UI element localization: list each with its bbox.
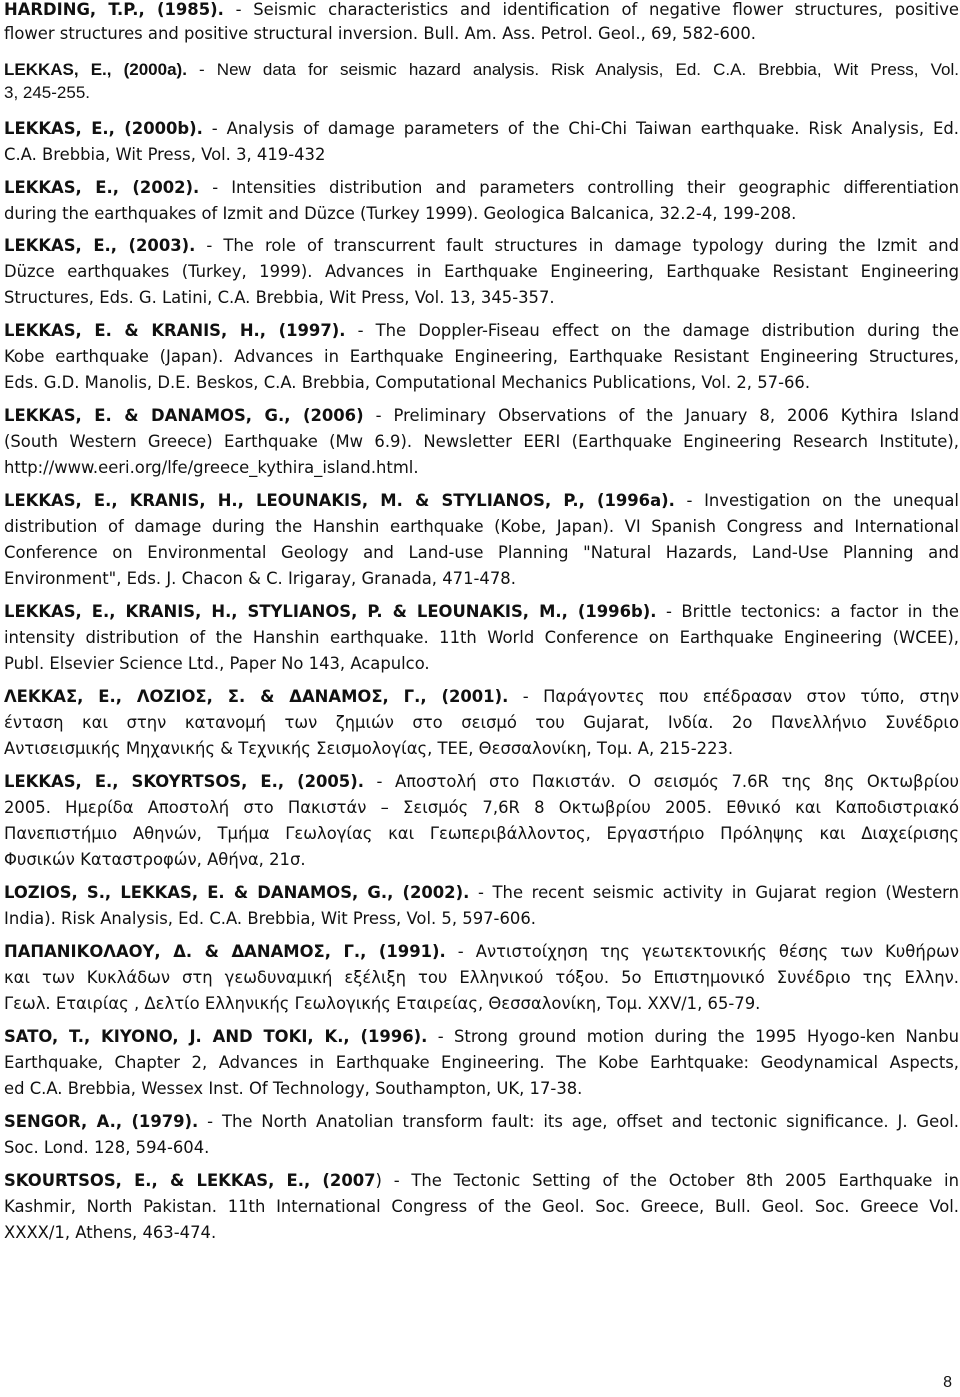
reference-authors: LEKKAS, E., (2000b).: [4, 119, 203, 138]
reference-authors: LEKKAS, E., KRANIS, H., STYLIANOS, P. & LEOUNAKIS, M., (1996b).: [4, 602, 657, 621]
reference-text: Düzce earthquakes (Turkey, 1999). Advances in Earthquake Engineering, Earthquake Resistant Engineering: [4, 262, 959, 281]
reference-authors: LOZIOS, S., LEKKAS, E. & DANAMOS, G., (2002).: [4, 883, 470, 902]
reference-text: Publ. Elsevier Science Ltd., Paper No 143, Acapulco.: [4, 654, 430, 673]
reference-line: [4, 1025, 959, 1049]
reference-text: - New data for seismic hazard analysis. Risk Analysis, Ed. C.A. Brebbia, Wit Press, Vol.: [186, 60, 959, 79]
reference-text: Αντισεισμικής Μηχανικής & Τεχνικής Σεισμολογίας, ΤΕΕ, Θεσσαλονίκη, Τομ. Α, 215-223.: [4, 739, 734, 758]
reference-line: [4, 0, 959, 22]
reference-authors: SATO, T., KIYONO, J. AND TOKI, K., (1996).: [4, 1027, 428, 1046]
reference-line: [4, 966, 959, 990]
reference-line: [4, 22, 959, 46]
reference-line: [4, 456, 959, 480]
reference-line: [4, 1077, 959, 1101]
reference-line: [4, 626, 959, 650]
reference-line: [4, 404, 959, 428]
reference-text: (South Western Greece) Earthquake (Mw 6.9). Newsletter EERI (Earthquake Engineering Research Institute),: [4, 432, 959, 451]
reference-authors: SENGOR, A., (1979).: [4, 1112, 199, 1131]
reference-line: [4, 430, 959, 454]
reference-text: during the earthquakes of Izmit and Düzce (Turkey 1999). Geologica Balcanica, 32.2-4, 199-208.: [4, 204, 797, 223]
reference-text: flower structures and positive structural inversion. Bull. Am. Ass. Petrol. Geol., 69, 582-600.: [4, 24, 756, 43]
reference-authors: LEKKAS, E., (2003).: [4, 236, 196, 255]
reference-text: - Strong ground motion during the 1995 Hyogo-ken Nanbu: [427, 1027, 959, 1046]
reference-text: Kashmir, North Pakistan. 11th International Congress of the Geol. Soc. Greece, Bull. Geol. Soc. Greece Vol.: [4, 1197, 959, 1216]
reference-text: Kobe earthquake (Japan). Advances in Earthquake Engineering, Earthquake Resistant Engineering Structures,: [4, 347, 959, 366]
reference-line: [4, 1051, 959, 1075]
reference-line: [4, 1195, 959, 1219]
reference-line: [4, 143, 959, 167]
reference-text: C.A. Brebbia, Wit Press, Vol. 3, 419-432: [4, 145, 326, 164]
reference-line: [4, 489, 959, 513]
reference-line: [4, 117, 959, 141]
reference-text: Πανεπιστήμιο Αθηνών, Τμήμα Γεωλογίας και Γεωπεριβάλλοντος, Εργαστήριο Πρόληψης και Διαχείρισης: [4, 824, 959, 843]
reference-authors: ΛΕΚΚΑΣ, Ε., ΛΟΖΙΟΣ, Σ. & ΔΑΝΑΜΟΣ, Γ., (2001).: [4, 687, 509, 706]
reference-line: [4, 881, 959, 905]
reference-line: [4, 58, 959, 82]
reference-line: [4, 770, 959, 794]
reference-line: [4, 796, 959, 820]
reference-text: - The role of transcurrent fault structures in damage typology during the Izmit and: [195, 236, 959, 255]
reference-text: ed C.A. Brebbia, Wessex Inst. Of Technology, Southampton, UK, 17-38.: [4, 1079, 583, 1098]
reference-text: Γεωλ. Εταιρίας , Δελτίο Ελληνικής Γεωλογικής Εταιρείας, Θεσσαλονίκη, Τομ. XXV/1, 65-79.: [4, 994, 761, 1013]
reference-text: 2005. Ημερίδα Αποστολή στο Πακιστάν – Σεισμός 7,6R 8 Οκτωβρίου 2005. Εθνικό και Καποδιστριακό: [4, 798, 959, 817]
reference-line: [4, 371, 959, 395]
reference-text: Eds. G.D. Manolis, D.E. Beskos, C.A. Brebbia, Computational Mechanics Publications, Vol. 2, 57-66.: [4, 373, 811, 392]
reference-line: [4, 567, 959, 591]
reference-authors: LEKKAS, E., (2000a).: [4, 60, 187, 79]
reference-authors: LEKKAS, E., (2002).: [4, 178, 200, 197]
reference-text: - Investigation on the unequal: [674, 491, 959, 510]
reference-text: Environment", Eds. J. Chacon & C. Irigaray, Granada, 471-478.: [4, 569, 516, 588]
reference-text: - The Doppler-Fiseau effect on the damage distribution during the: [345, 321, 959, 340]
reference-line: [4, 1110, 959, 1134]
reference-text: - The North Anatolian transform fault: its age, offset and tectonic significance. J. Geol.: [198, 1112, 959, 1131]
reference-text: distribution of damage during the Hanshin earthquake (Kobe, Japan). VI Spanish Congress and International: [4, 517, 959, 536]
reference-line: [4, 81, 959, 105]
reference-line: [4, 319, 959, 343]
reference-line: [4, 234, 959, 258]
reference-text: Φυσικών Καταστροφών, Αθήνα, 21σ.: [4, 850, 306, 869]
reference-line: [4, 1221, 959, 1245]
reference-line: [4, 907, 959, 931]
reference-text: - Preliminary Observations of the January 8, 2006 Kythira Island: [363, 406, 959, 425]
reference-line: [4, 652, 959, 676]
reference-line: [4, 1136, 959, 1160]
reference-line: [4, 286, 959, 310]
reference-line: [4, 1169, 959, 1193]
reference-line: [4, 992, 959, 1016]
reference-authors: LEKKAS, E. & KRANIS, H., (1997).: [4, 321, 346, 340]
reference-line: [4, 940, 959, 964]
reference-text: - Παράγοντες που επέδρασαν στον τύπο, στην: [508, 687, 959, 706]
page-number: 8: [943, 1374, 952, 1391]
reference-text: ένταση και στην κατανομή των ζημιών στο σεισμό του Gujarat, Ινδία. 2ο Πανελλήνιο Συνέδριο: [4, 713, 959, 732]
reference-line: [4, 260, 959, 284]
reference-authors: ΠΑΠΑΝΙΚΟΛΑΟΥ, Δ. & ΔΑΝΑΜΟΣ, Γ., (1991).: [4, 942, 446, 961]
reference-text: - Seismic characteristics and identification of negative flower structures, positive: [223, 0, 959, 19]
reference-text: - Αποστολή στο Πακιστάν. Ο σεισμός 7.6R της 8ης Οκτωβρίου: [363, 772, 959, 791]
reference-authors: LEKKAS, E., KRANIS, H., LEOUNAKIS, M. & STYLIANOS, P., (1996a).: [4, 491, 675, 510]
reference-text: - The recent seismic activity in Gujarat region (Western: [469, 883, 959, 902]
reference-text: XXXX/1, Athens, 463-474.: [4, 1223, 217, 1242]
reference-text: India). Risk Analysis, Ed. C.A. Brebbia, Wit Press, Vol. 5, 597-606.: [4, 909, 536, 928]
reference-line: [4, 685, 959, 709]
reference-authors: LEKKAS, E. & DANAMOS, G., (2006): [4, 406, 364, 425]
reference-text: - Analysis of damage parameters of the Chi-Chi Taiwan earthquake. Risk Analysis, Ed.: [202, 119, 959, 138]
reference-text: - Intensities distribution and parameters controlling their geographic differentiation: [199, 178, 959, 197]
reference-text: ) - The Tectonic Setting of the October 8th 2005 Earthquake in: [375, 1171, 959, 1190]
reference-line: [4, 515, 959, 539]
reference-authors: SKOURTSOS, E., & LEKKAS, E., (2007: [4, 1171, 376, 1190]
reference-text: και των Κυκλάδων στη γεωδυναμική εξέλιξη του Ελληνικού τόξου. 5ο Επιστημονικό Συνέδριο της Ελλην.: [4, 968, 959, 987]
reference-authors: HARDING, T.P., (1985).: [4, 0, 224, 19]
reference-text: http://www.eeri.org/lfe/greece_kythira_island.html.: [4, 458, 419, 477]
reference-text: 3, 245-255.: [4, 83, 91, 102]
reference-line: [4, 176, 959, 200]
reference-line: [4, 202, 959, 226]
reference-line: [4, 848, 959, 872]
reference-line: [4, 345, 959, 369]
reference-line: [4, 600, 959, 624]
reference-text: Conference on Environmental Geology and Land-use Planning "Natural Hazards, Land-Use Planning and: [4, 543, 959, 562]
reference-line: [4, 541, 959, 565]
reference-text: Soc. Lond. 128, 594-604.: [4, 1138, 210, 1157]
reference-line: [4, 737, 959, 761]
reference-line: [4, 822, 959, 846]
reference-text: intensity distribution of the Hanshin earthquake. 11th World Conference on Earthquake Engineering (WCEE),: [4, 628, 959, 647]
reference-text: - Brittle tectonics: a factor in the: [656, 602, 959, 621]
reference-text: Structures, Eds. G. Latini, C.A. Brebbia, Wit Press, Vol. 13, 345-357.: [4, 288, 555, 307]
reference-text: Earthquake, Chapter 2, Advances in Earthquake Engineering. The Kobe Earhtquake: Geodynamical Aspects,: [4, 1053, 959, 1072]
reference-line: [4, 711, 959, 735]
reference-text: - Αντιστοίχηση της γεωτεκτονικής θέσης των Κυθήρων: [445, 942, 959, 961]
reference-authors: LEKKAS, E., SKOYRTSOS, E., (2005).: [4, 772, 364, 791]
